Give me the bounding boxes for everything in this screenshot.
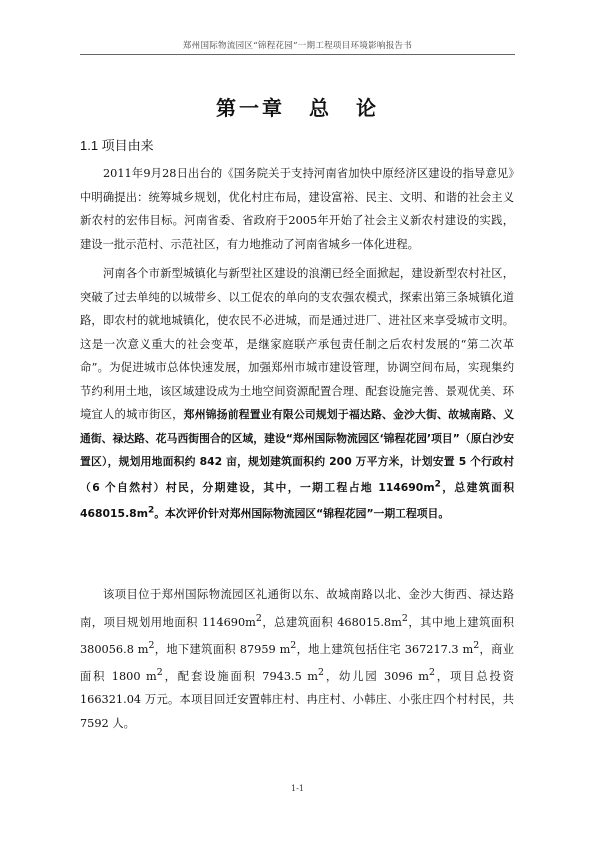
chapter-title: 第一章 总 论 bbox=[216, 96, 379, 120]
header-rule bbox=[80, 54, 515, 55]
running-header: 郑州国际物流园区“锦程花园”一期工程项目环境影响报告书 bbox=[182, 41, 413, 51]
paragraph-1: 2011年9月28日出台的《国务院关于支持河南省加快中原经济区建设的指导意见》中明确提出：统筹城乡规划，优化村庄布局，建设富裕、民主、文明、和谐的社会主义新农村的宏伟目标。河南省委、省政府于2005年开始了社会主义新农村建设的实践，建设一批示范村、示范社区，有力地推动了河南省城乡一体化进程。 bbox=[80, 167, 514, 251]
page-number: 1-1 bbox=[291, 784, 304, 793]
section-heading: 1.1 项目由来 bbox=[80, 138, 154, 153]
paragraph-2-text: 河南各个市新型城镇化与新型社区建设的浪潮已经全面掀起，建设新型农村社区，突破了过去单纯的以城带乡、以工促农的单向的支农强农模式，探索出第三条城镇化道路，即农村的就地城镇化，使农民不必进城，而是通过进厂、进社区来享受城市文明。这是一次意义重大的社会变革，是继家庭联产承包责任制之后农村发展的“第二次革命”。为促进城市总体快速发展，加强郑州市城市建设管理，协调空间布局，实现集约节约利用土地，该区域建设成为土地空间资源配置合理、配套设施完善、景观优美、环境宜人的城市街区， bbox=[80, 267, 514, 421]
paragraph-2 bbox=[80, 262, 514, 526]
paragraph-2-bold-text: 郑州锦扬前程置业有限公司规划于福达路、金沙大街、故城南路、义通街、禄达路、花马西街围合的区域，建设“郑州国际物流园区‘锦程花园’项目”（原白沙安置区），规划用地面积约 842 亩，规划建筑面积约 200 万平方米，计划安置 5 个行政村（6 个自然村）村民，分期建设，其中，一期工程占地 $114690m^2$，总建筑面积 $468015.8m^2$。本次评价针对郑州国际物流园区“锦程花园”一期工程项目。 bbox=[80, 408, 514, 521]
paragraph-3: 该项目位于郑州国际物流园区礼通街以东、故城南路以北、金沙大街西、禄达路南，项目规划用地面积 $114690m^2$，总建筑面积 $468015.8m^2$，其中地上建筑面积380056.8 $m^2$，地下建筑面积 87959 $m^2$，地上建筑包括住宅 367217.3 $m^2$，商业面积 1800 $m^2$，配套设施面积 7943.5 $m^2$，幼儿园 3096 $m^2$，项目总投资 166321.04 万元。本项目回迁安置韩庄村、冉庄村、小韩庄、小张庄四个村村民，共 7592 人。 bbox=[80, 588, 514, 730]
